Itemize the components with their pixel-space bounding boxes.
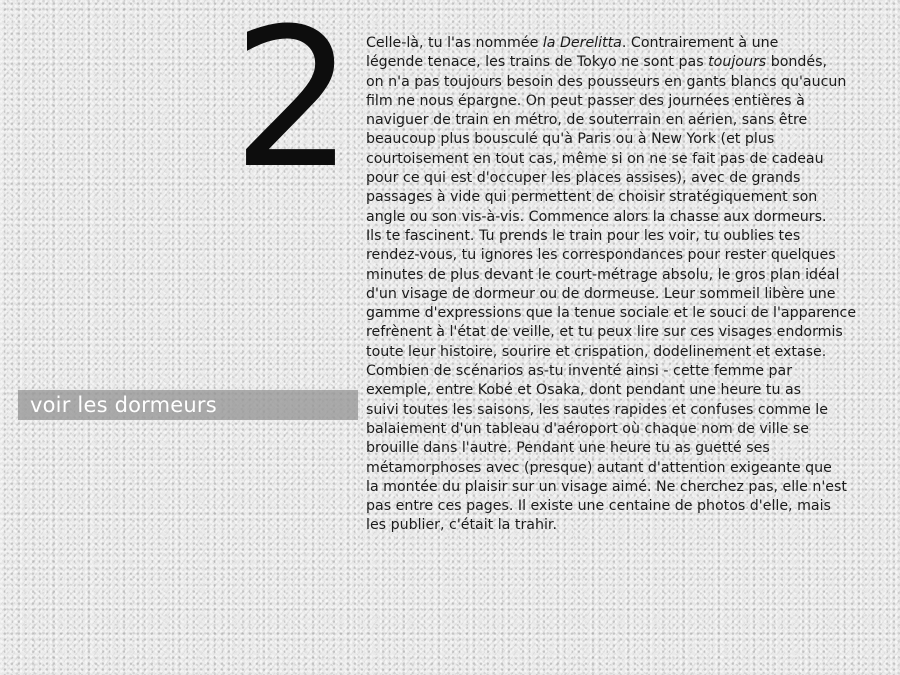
- chapter-number: 2: [232, 0, 351, 211]
- body-text-segment: gamme d'expressions que la tenue sociale et le souci de l'apparence: [366, 305, 857, 322]
- italic-text-segment: toujours: [708, 54, 767, 71]
- body-line: [366, 266, 876, 285]
- body-line: [366, 401, 876, 420]
- body-line: [366, 381, 876, 400]
- chapter-title: voir les dormeurs: [30, 393, 217, 417]
- body-line: [366, 208, 876, 227]
- body-text-segment: toute leur histoire, sourire et crispation, dodelinement et extase.: [366, 343, 827, 360]
- body-text-segment: courtoisement en tout cas, même si on ne se fait pas de cadeau: [366, 150, 824, 167]
- body-line: [366, 323, 876, 342]
- body-line: [366, 285, 876, 304]
- body-line: [366, 459, 876, 478]
- body-text-segment: film ne nous épargne. On peut passer des journées entières à: [366, 92, 805, 109]
- body-text-segment: naviguer de train en métro, de souterrain en aérien, sans être: [366, 112, 808, 129]
- body-line: [366, 439, 876, 458]
- italic-text-segment: la Derelitta: [542, 35, 622, 51]
- body-text-segment: . Contrairement à une: [621, 35, 779, 51]
- body-line: [366, 304, 876, 323]
- body-text-segment: pas entre ces pages. Il existe une centaine de photos d'elle, mais: [366, 498, 831, 515]
- body-line: [366, 478, 876, 497]
- body-text-segment: Celle-là, tu l'as nommée: [366, 35, 543, 51]
- body-text-segment: métamorphoses avec (presque) autant d'attention exigeante que: [366, 459, 832, 476]
- body-text-segment: balaiement d'un tableau d'aéroport où chaque nom de ville se: [366, 420, 809, 437]
- body-line: [366, 130, 876, 149]
- body-line: [366, 343, 876, 362]
- body-text-segment: rendez-vous, tu ignores les correspondances pour rester quelques: [366, 247, 836, 264]
- body-text-segment: la montée du plaisir sur un visage aimé. Ne cherchez pas, elle n'est: [366, 478, 847, 495]
- body-line: [366, 169, 876, 188]
- body-line: [366, 92, 876, 111]
- body-text-segment: beaucoup plus bousculé qu'à Paris ou à New York (et plus: [366, 131, 775, 148]
- body-text-segment: passages à vide qui permettent de choisir stratégiquement son: [366, 189, 818, 206]
- body-line: [366, 34, 876, 53]
- body-line: [366, 111, 876, 130]
- body-text-segment: les publier, c'était la trahir.: [366, 517, 557, 534]
- body-text-segment: Combien de scénarios as-tu inventé ainsi - cette femme par: [366, 363, 793, 380]
- body-text-segment: angle ou son vis-à-vis. Commence alors la chasse aux dormeurs.: [366, 208, 827, 225]
- body-text-segment: légende tenace, les trains de Tokyo ne sont pas: [366, 54, 709, 71]
- body-line: [366, 246, 876, 265]
- body-line: [366, 227, 876, 246]
- body-text-segment: on n'a pas toujours besoin des pousseurs en gants blancs qu'aucun: [366, 73, 847, 90]
- body-text-segment: bondés,: [766, 54, 828, 71]
- body-line: [366, 53, 876, 72]
- body-line: [366, 497, 876, 516]
- body-text-segment: brouille dans l'autre. Pendant une heure tu as guetté ses: [366, 440, 770, 457]
- body-text-segment: d'un visage de dormeur ou de dormeuse. Leur sommeil libère une: [366, 285, 836, 302]
- body-line: [366, 420, 876, 439]
- body-line: [366, 362, 876, 381]
- body-text: [366, 34, 876, 536]
- body-line: [366, 73, 876, 92]
- body-line: [366, 516, 876, 535]
- body-text-segment: minutes de plus devant le court-métrage absolu, le gros plan idéal: [366, 266, 840, 283]
- body-text-segment: refrènent à l'état de veille, et tu peux lire sur ces visages endormis: [366, 324, 843, 341]
- body-text-segment: suivi toutes les saisons, les sautes rapides et confuses comme le: [366, 401, 828, 418]
- body-text-segment: exemple, entre Kobé et Osaka, dont pendant une heure tu as: [366, 382, 802, 399]
- body-line: [366, 188, 876, 207]
- body-text-segment: pour ce qui est d'occuper les places assises), avec de grands: [366, 170, 801, 187]
- body-text-segment: Ils te fascinent. Tu prends le train pour les voir, tu oublies tes: [366, 227, 801, 244]
- body-line: [366, 150, 876, 169]
